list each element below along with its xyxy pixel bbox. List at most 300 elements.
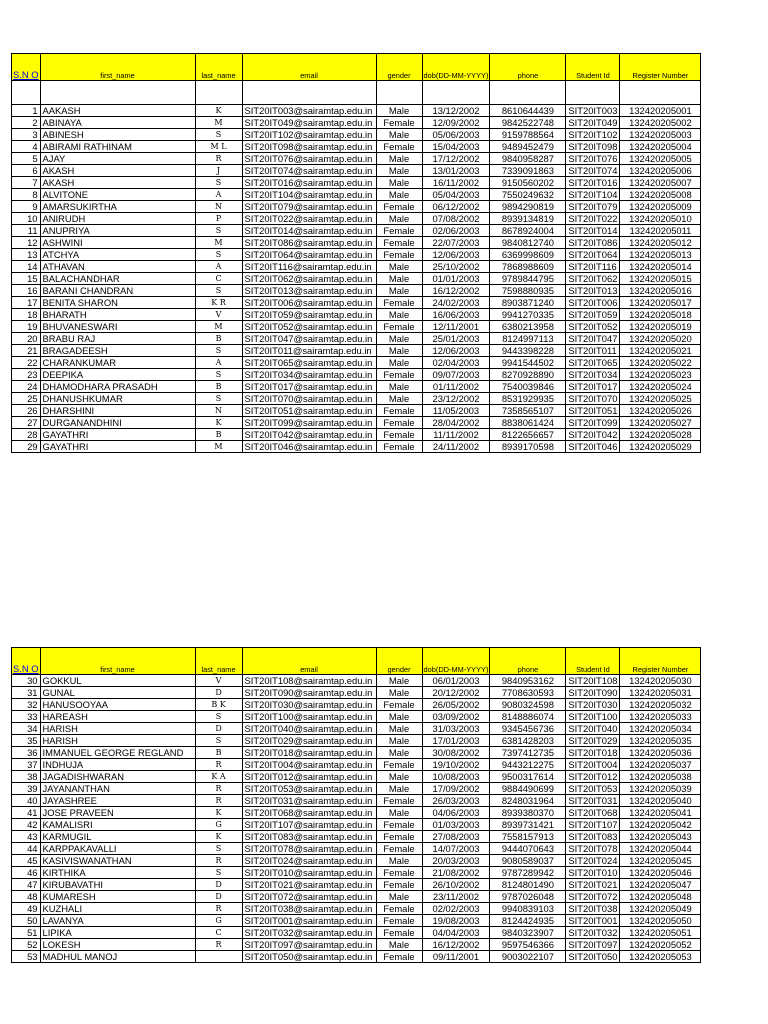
cell-gender: Female [376,141,422,153]
cell-first-name: GOKKUL [40,675,195,687]
cell-dob: 06/01/2003 [422,675,490,687]
cell-student-id: SIT20IT047 [566,333,620,345]
cell-dob: 21/08/2002 [422,867,490,879]
cell-gender: Male [376,771,422,783]
cell-email: SIT20IT086@sairamtap.edu.in [242,237,376,249]
cell-last-name: V [195,309,242,321]
cell-student-id: SIT20IT016 [566,177,620,189]
cell-dob: 26/05/2002 [422,699,490,711]
cell-gender: Female [376,879,422,891]
cell-sno: 51 [12,927,41,939]
cell-dob: 15/04/2003 [422,141,490,153]
cell-student-id: SIT20IT062 [566,273,620,285]
cell-last-name: B [195,429,242,441]
cell-email: SIT20IT030@sairamtap.edu.in [242,699,376,711]
cell-student-id: SIT20IT108 [566,675,620,687]
cell-first-name: LIPIKA [40,927,195,939]
cell-last-name: J [195,165,242,177]
cell-sno: 38 [12,771,41,783]
cell-sno: 48 [12,891,41,903]
cell-dob: 16/12/2002 [422,285,490,297]
cell-dob: 26/10/2002 [422,879,490,891]
cell-sno: 15 [12,273,41,285]
cell-phone: 9080324598 [490,699,566,711]
cell-email: SIT20IT012@sairamtap.edu.in [242,771,376,783]
cell-gender: Male [376,381,422,393]
cell-sno: 33 [12,711,41,723]
cell-gender: Male [376,891,422,903]
cell-phone: 7358565107 [490,405,566,417]
cell-first-name: BRAGADEESH [40,345,195,357]
cell-last-name: S [195,393,242,405]
cell-phone: 9345456736 [490,723,566,735]
table-row [12,735,701,747]
cell-phone: 8270928890 [490,369,566,381]
cell-register-number: 132420205032 [620,699,701,711]
cell-first-name: LAVANYA [40,915,195,927]
cell-dob: 17/01/2003 [422,735,490,747]
cell-last-name: K [195,831,242,843]
cell-phone: 9787026048 [490,891,566,903]
cell-dob: 25/01/2003 [422,333,490,345]
cell-email: SIT20IT052@sairamtap.edu.in [242,321,376,333]
cell-first-name: ANUPRIYA [40,225,195,237]
header-last-name: last_name [195,54,242,81]
cell-dob: 17/12/2002 [422,153,490,165]
cell-email: SIT20IT040@sairamtap.edu.in [242,723,376,735]
cell-dob: 14/07/2003 [422,843,490,855]
cell-register-number: 132420205030 [620,675,701,687]
cell-register-number: 132420205015 [620,273,701,285]
table-row [12,393,701,405]
cell-phone: 9150560202 [490,177,566,189]
cell-sno: 29 [12,441,41,453]
cell-last-name: P [195,213,242,225]
cell-register-number: 132420205035 [620,735,701,747]
cell-sno: 11 [12,225,41,237]
cell-gender: Female [376,237,422,249]
cell-first-name: DHAMODHARA PRASADH [40,381,195,393]
cell-sno: 7 [12,177,41,189]
cell-dob: 20/03/2003 [422,855,490,867]
table-row [12,153,701,165]
cell-student-id: SIT20IT083 [566,831,620,843]
cell-first-name: IMMANUEL GEORGE REGLAND [40,747,195,759]
table-row [12,333,701,345]
cell-phone: 8124997113 [490,333,566,345]
table-row [12,711,701,723]
cell-last-name: B K [195,699,242,711]
cell-phone: 7339091863 [490,165,566,177]
cell-email: SIT20IT107@sairamtap.edu.in [242,819,376,831]
cell-phone: 9840953162 [490,675,566,687]
cell-sno: 21 [12,345,41,357]
cell-student-id: SIT20IT004 [566,759,620,771]
cell-dob: 04/06/2003 [422,807,490,819]
cell-student-id: SIT20IT013 [566,285,620,297]
cell-first-name: HARISH [40,723,195,735]
cell-register-number: 132420205022 [620,357,701,369]
cell-last-name: V [195,675,242,687]
cell-phone: 9894290819 [490,201,566,213]
cell-student-id: SIT20IT107 [566,819,620,831]
cell-register-number: 132420205025 [620,393,701,405]
cell-register-number: 132420205038 [620,771,701,783]
cell-sno: 18 [12,309,41,321]
cell-phone: 8124801490 [490,879,566,891]
cell-email: SIT20IT042@sairamtap.edu.in [242,429,376,441]
cell-last-name: S [195,285,242,297]
table-row [12,105,701,117]
cell-last-name: S [195,129,242,141]
cell-email: SIT20IT018@sairamtap.edu.in [242,747,376,759]
cell-first-name: HARISH [40,735,195,747]
cell-sno: 30 [12,675,41,687]
cell-phone: 9597546366 [490,939,566,951]
cell-dob: 10/08/2003 [422,771,490,783]
table-row [12,189,701,201]
student-table-1 [11,53,701,453]
cell-dob: 07/08/2002 [422,213,490,225]
cell-register-number: 132420205003 [620,129,701,141]
table-row [12,177,701,189]
cell-dob: 26/03/2003 [422,795,490,807]
cell-last-name: S [195,369,242,381]
cell-phone: 9080589037 [490,855,566,867]
cell-gender: Male [376,675,422,687]
student-table-2 [11,647,701,963]
cell-dob: 16/12/2002 [422,939,490,951]
cell-phone: 8838061424 [490,417,566,429]
table-row [12,951,701,963]
cell-last-name: M [195,441,242,453]
cell-last-name: R [195,939,242,951]
cell-student-id: SIT20IT010 [566,867,620,879]
cell-first-name: CHARANKUMAR [40,357,195,369]
cell-first-name: ATHAVAN [40,261,195,273]
table-row [12,129,701,141]
cell-student-id: SIT20IT074 [566,165,620,177]
table-row [12,675,701,687]
cell-last-name: M [195,321,242,333]
cell-register-number: 132420205010 [620,213,701,225]
table-row [12,237,701,249]
cell-student-id: SIT20IT050 [566,951,620,963]
cell-register-number: 132420205019 [620,321,701,333]
header-first-name: first_name [40,54,195,81]
cell-gender: Female [376,369,422,381]
cell-register-number: 132420205012 [620,237,701,249]
cell-last-name: G [195,915,242,927]
cell-last-name: C [195,927,242,939]
cell-sno: 27 [12,417,41,429]
cell-gender: Female [376,927,422,939]
cell-register-number: 132420205016 [620,285,701,297]
table-row [12,141,701,153]
cell-email: SIT20IT014@sairamtap.edu.in [242,225,376,237]
blank-cell [242,81,376,105]
cell-register-number: 132420205029 [620,441,701,453]
cell-first-name: HANUSOOYAA [40,699,195,711]
cell-dob: 11/11/2002 [422,429,490,441]
cell-gender: Male [376,285,422,297]
table-row [12,939,701,951]
cell-first-name: INDHUJA [40,759,195,771]
cell-dob: 03/09/2002 [422,711,490,723]
cell-first-name: HAREASH [40,711,195,723]
cell-dob: 12/11/2001 [422,321,490,333]
table-row [12,783,701,795]
cell-phone: 9444070643 [490,843,566,855]
cell-dob: 24/02/2003 [422,297,490,309]
cell-dob: 16/11/2002 [422,177,490,189]
cell-email: SIT20IT004@sairamtap.edu.in [242,759,376,771]
cell-email: SIT20IT034@sairamtap.edu.in [242,369,376,381]
cell-gender: Male [376,153,422,165]
table-row [12,927,701,939]
cell-sno: 19 [12,321,41,333]
table-row [12,867,701,879]
cell-last-name: S [195,711,242,723]
cell-gender: Male [376,855,422,867]
cell-student-id: SIT20IT006 [566,297,620,309]
cell-student-id: SIT20IT024 [566,855,620,867]
cell-last-name: C [195,273,242,285]
cell-register-number: 132420205037 [620,759,701,771]
cell-phone: 7550249632 [490,189,566,201]
cell-gender: Male [376,783,422,795]
cell-last-name: K [195,417,242,429]
cell-gender: Male [376,345,422,357]
cell-email: SIT20IT050@sairamtap.edu.in [242,951,376,963]
cell-last-name: N [195,201,242,213]
cell-sno: 37 [12,759,41,771]
cell-email: SIT20IT031@sairamtap.edu.in [242,795,376,807]
cell-student-id: SIT20IT104 [566,189,620,201]
cell-dob: 11/05/2003 [422,405,490,417]
cell-last-name: S [195,735,242,747]
cell-email: SIT20IT003@sairamtap.edu.in [242,105,376,117]
cell-sno: 10 [12,213,41,225]
table-row [12,747,701,759]
cell-first-name: JAGADISHWARAN [40,771,195,783]
cell-register-number: 132420205008 [620,189,701,201]
cell-phone: 9840958287 [490,153,566,165]
cell-student-id: SIT20IT097 [566,939,620,951]
cell-first-name: KIRUBAVATHI [40,879,195,891]
cell-email: SIT20IT022@sairamtap.edu.in [242,213,376,225]
cell-phone: 9003022107 [490,951,566,963]
cell-phone: 6380213958 [490,321,566,333]
cell-gender: Female [376,417,422,429]
cell-phone: 8939731421 [490,819,566,831]
cell-sno: 35 [12,735,41,747]
cell-register-number: 132420205042 [620,819,701,831]
cell-dob: 22/07/2003 [422,237,490,249]
cell-register-number: 132420205041 [620,807,701,819]
header-phone: phone [490,648,566,675]
cell-register-number: 132420205033 [620,711,701,723]
table-row [12,687,701,699]
cell-last-name: R [195,903,242,915]
cell-sno: 24 [12,381,41,393]
cell-student-id: SIT20IT017 [566,381,620,393]
cell-phone: 8122656657 [490,429,566,441]
cell-phone: 9500317614 [490,771,566,783]
cell-register-number: 132420205028 [620,429,701,441]
cell-dob: 12/06/2003 [422,345,490,357]
cell-phone: 9789844795 [490,273,566,285]
cell-sno: 23 [12,369,41,381]
cell-register-number: 132420205047 [620,879,701,891]
cell-sno: 13 [12,249,41,261]
cell-first-name: GAYATHRI [40,429,195,441]
cell-first-name: DURGANANDHINI [40,417,195,429]
header-first-name: first_name [40,648,195,675]
cell-phone: 8531929935 [490,393,566,405]
header-last-name: last_name [195,648,242,675]
cell-last-name: S [195,249,242,261]
header-gender: gender [376,54,422,81]
cell-sno: 3 [12,129,41,141]
cell-phone: 9941544502 [490,357,566,369]
cell-dob: 02/04/2003 [422,357,490,369]
cell-phone: 9159788564 [490,129,566,141]
cell-email: SIT20IT049@sairamtap.edu.in [242,117,376,129]
cell-last-name: R [195,795,242,807]
cell-sno: 17 [12,297,41,309]
table-row [12,843,701,855]
cell-first-name: JAYANANTHAN [40,783,195,795]
table-row [12,699,701,711]
cell-email: SIT20IT006@sairamtap.edu.in [242,297,376,309]
cell-gender: Male [376,393,422,405]
header-dob: dob(DD-MM-YYYY) [422,54,490,81]
cell-last-name: K [195,807,242,819]
cell-first-name: ANIRUDH [40,213,195,225]
cell-sno: 44 [12,843,41,855]
cell-sno: 41 [12,807,41,819]
blank-cell [376,81,422,105]
cell-register-number: 132420205043 [620,831,701,843]
cell-student-id: SIT20IT086 [566,237,620,249]
cell-sno: 1 [12,105,41,117]
cell-email: SIT20IT016@sairamtap.edu.in [242,177,376,189]
cell-email: SIT20IT021@sairamtap.edu.in [242,879,376,891]
cell-sno: 14 [12,261,41,273]
cell-email: SIT20IT078@sairamtap.edu.in [242,843,376,855]
cell-gender: Male [376,333,422,345]
table-row [12,297,701,309]
cell-gender: Male [376,309,422,321]
cell-dob: 01/11/2002 [422,381,490,393]
cell-dob: 09/07/2003 [422,369,490,381]
cell-register-number: 132420205018 [620,309,701,321]
cell-student-id: SIT20IT038 [566,903,620,915]
cell-gender: Female [376,831,422,843]
cell-sno: 4 [12,141,41,153]
cell-email: SIT20IT051@sairamtap.edu.in [242,405,376,417]
cell-dob: 06/12/2002 [422,201,490,213]
header-register-number: Register Number [620,648,701,675]
cell-email: SIT20IT099@sairamtap.edu.in [242,417,376,429]
table-row [12,441,701,453]
cell-first-name: DEEPIKA [40,369,195,381]
blank-cell [422,81,490,105]
cell-sno: 31 [12,687,41,699]
cell-phone: 9940839103 [490,903,566,915]
cell-dob: 02/06/2003 [422,225,490,237]
cell-phone: 7558157913 [490,831,566,843]
cell-last-name: D [195,723,242,735]
cell-register-number: 132420205051 [620,927,701,939]
cell-email: SIT20IT047@sairamtap.edu.in [242,333,376,345]
cell-first-name: KUZHALI [40,903,195,915]
cell-student-id: SIT20IT012 [566,771,620,783]
cell-gender: Male [376,213,422,225]
cell-first-name: MADHUL MANOJ [40,951,195,963]
cell-student-id: SIT20IT051 [566,405,620,417]
cell-email: SIT20IT068@sairamtap.edu.in [242,807,376,819]
header-email: email [242,54,376,81]
cell-email: SIT20IT011@sairamtap.edu.in [242,345,376,357]
cell-student-id: SIT20IT034 [566,369,620,381]
table-row [12,759,701,771]
cell-gender: Female [376,699,422,711]
cell-last-name: A [195,189,242,201]
cell-last-name: B [195,333,242,345]
cell-sno: 34 [12,723,41,735]
cell-email: SIT20IT108@sairamtap.edu.in [242,675,376,687]
cell-gender: Female [376,843,422,855]
table-row [12,369,701,381]
cell-phone: 9443212275 [490,759,566,771]
cell-last-name: R [195,855,242,867]
cell-dob: 16/06/2003 [422,309,490,321]
cell-sno: 2 [12,117,41,129]
cell-phone: 9840812740 [490,237,566,249]
cell-dob: 12/09/2002 [422,117,490,129]
cell-student-id: SIT20IT100 [566,711,620,723]
cell-register-number: 132420205034 [620,723,701,735]
cell-student-id: SIT20IT021 [566,879,620,891]
cell-dob: 23/12/2002 [422,393,490,405]
cell-email: SIT20IT100@sairamtap.edu.in [242,711,376,723]
cell-phone: 8939170598 [490,441,566,453]
cell-gender: Female [376,795,422,807]
table-row [12,261,701,273]
cell-first-name: JOSE PRAVEEN [40,807,195,819]
cell-sno: 50 [12,915,41,927]
cell-phone: 8939380370 [490,807,566,819]
cell-sno: 40 [12,795,41,807]
cell-email: SIT20IT076@sairamtap.edu.in [242,153,376,165]
cell-phone: 9941270335 [490,309,566,321]
cell-dob: 13/12/2002 [422,105,490,117]
cell-student-id: SIT20IT040 [566,723,620,735]
cell-sno: 6 [12,165,41,177]
cell-dob: 01/03/2003 [422,819,490,831]
cell-email: SIT20IT032@sairamtap.edu.in [242,927,376,939]
header-student-id: Student Id [566,54,620,81]
cell-gender: Male [376,687,422,699]
cell-first-name: GAYATHRI [40,441,195,453]
cell-sno: 53 [12,951,41,963]
table-row [12,429,701,441]
blank-cell [195,81,242,105]
cell-register-number: 132420205031 [620,687,701,699]
cell-dob: 20/12/2002 [422,687,490,699]
